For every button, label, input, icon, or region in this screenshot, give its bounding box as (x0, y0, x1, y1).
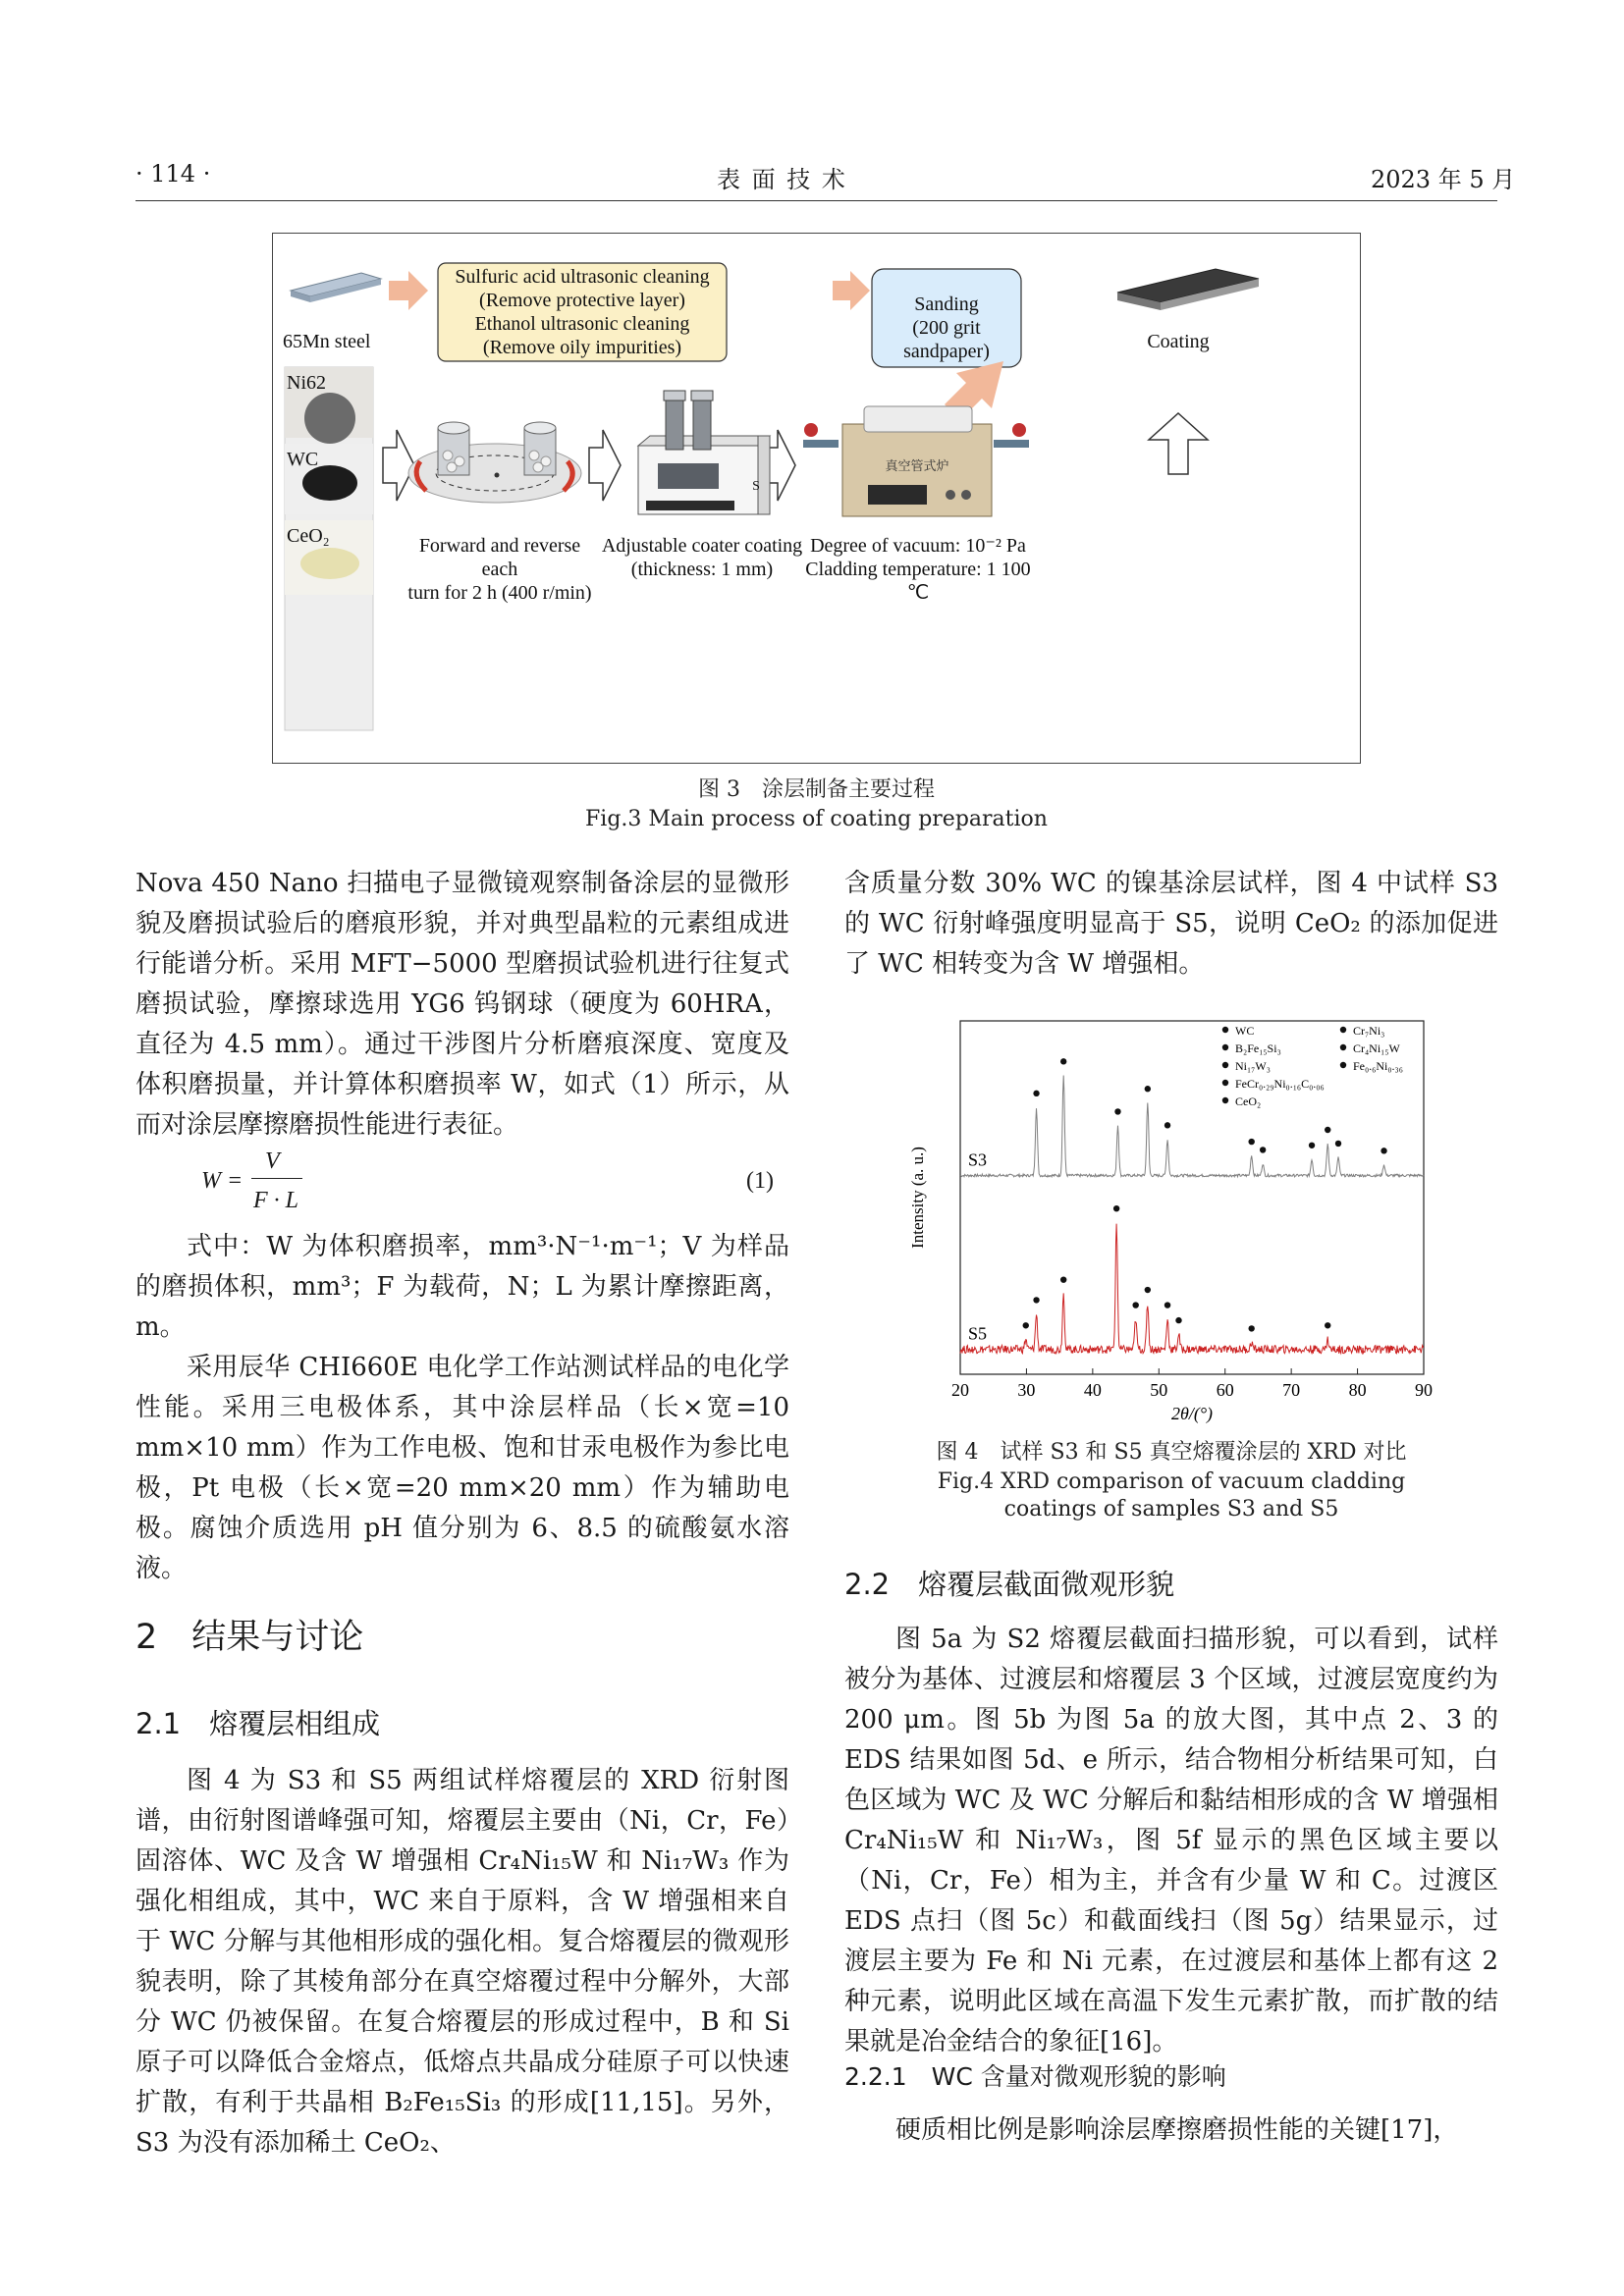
peak-marker-s5 (1325, 1322, 1330, 1328)
ni62-powder-photo (304, 393, 355, 444)
section-2-1-heading: 2.1 熔覆层相组成 (135, 1707, 381, 1740)
arrow-right-icon (589, 430, 621, 501)
peak-marker-s3 (1145, 1086, 1151, 1092)
ball-mill-caption: Forward and reverse each turn for 2 h (400 r/min) (407, 535, 592, 604)
furnace-panel-label: 真空管式炉 (885, 459, 949, 474)
peak-marker-s3 (1060, 1058, 1066, 1064)
ceo2-label: CeO₂ (287, 525, 330, 547)
peak-marker-s3 (1033, 1091, 1039, 1096)
figure-4-caption-en-1: Fig.4 XRD comparison of vacuum cladding (937, 1469, 1406, 1494)
figure-3-caption-cn: 图 3 涂层制备主要过程 (698, 777, 935, 802)
figure-3-graphics (273, 234, 1361, 764)
legend-entry: Cr₄Ni₁₅W (1353, 1041, 1400, 1055)
section-2-2-heading: 2.2 熔覆层截面微观形貌 (844, 1568, 1175, 1601)
peak-marker-s5 (1164, 1302, 1170, 1308)
left-paragraph-3: 图 4 为 S3 和 S5 两组试样熔覆层的 XRD 衍射图谱，由衍射图谱峰强可知，熔覆层主要由（Ni，Cr，Fe）固溶体、WC 及含 W 增强相 Cr₄Ni₁₅W 和 Ni₁₇W₃ 作为强化相组成，其中，WC 来自于原料，含 W 增强相来自于 WC 分解与其他相形成的强化相。复合熔覆层的微观形貌表明，除了其棱角部分在真空熔覆过程中分解外，大部分 WC 仍被保留。在复合熔覆层的形成过程中，B 和 Si 原子可以降低合金熔点，低熔点共晶成分硅原子可以快速扩散，有利于共晶相 B₂Fe₁₅Si₃ 的形成[11,15]。另外，S3 为没有添加稀土 CeO₂、 (135, 1766, 789, 2158)
peak-marker-s3 (1335, 1141, 1341, 1147)
peak-marker-s5 (1175, 1317, 1181, 1323)
legend-marker (1340, 1044, 1346, 1050)
peak-marker-s3 (1114, 1108, 1120, 1114)
sanding-step-text: Sanding (200 grit sandpaper) (903, 294, 990, 362)
series-label-s5: S5 (968, 1323, 988, 1344)
right-paragraph-1: 含质量分数 30% WC 的镍基涂层试样，图 4 中试样 S3 的 WC 衍射峰强度明显高于 S5，说明 CeO₂ 的添加促进了 WC 相转变为含 W 增强相。 (844, 869, 1498, 979)
left-paragraph-1: Nova 450 Nano 扫描电子显微镜观察制备涂层的显微形貌及磨损试验后的磨痕形貌，并对典型晶粒的元素组成进行能谱分析。采用 MFT−5000 型磨损试验机进行往复式磨损试验，摩擦球选用 YG6 钨钢球（硬度为 60HRA，直径为 4.5 mm）。通过干涉图片分析磨痕深度、宽度及体积磨损量，并计算体积磨损率 W，如式（1）所示，从而对涂层摩擦磨损性能进行表征。 (135, 869, 789, 1140)
cleaning-step-text: Sulfuric acid ultrasonic cleaning (Remove protective layer) Ethanol ultrasonic cleaning (Remove oily impurities) (455, 266, 710, 358)
peak-marker-s3 (1380, 1148, 1386, 1153)
x-tick-label: 90 (1415, 1380, 1433, 1400)
legend-marker (1222, 1044, 1228, 1050)
header-rule (135, 200, 1497, 201)
coater-side-mark: S (752, 479, 760, 494)
peak-marker-s3 (1164, 1122, 1170, 1128)
right-paragraph-2: 图 5a 为 S2 熔覆层截面扫描形貌，可以看到，试样被分为基体、过渡层和熔覆层 3 个区域，过渡层宽度约为 200 μm。图 5b 为图 5a 的放大图，其中点 2、3 的 EDS 结果如图 5d、e 所示，结合物相分析结果可知，白色区域为 WC 及 WC 分解后和黏结相形成的含 W 增强相 Cr₄Ni₁₅W 和 Ni₁₇W₃，图 5f 显示的黑色区域主要以（Ni，Cr，Fe）相为主，并含有少量 W 和 C。过渡区 EDS 点扫（图 5c）和截面线扫（图 5g）结果显示，过渡层主要为 Fe 和 Ni 元素，在过渡层和基体上都有这 2 种元素，说明此区域在高温下发生元素扩散，而扩散的结果就是冶金结合的象征[16]。 (844, 1625, 1498, 2056)
wc-label: WC (287, 449, 319, 470)
left-paragraph-2: 式中：W 为体积磨损率，mm³·N⁻¹·m⁻¹；V 为样品的磨损体积，mm³；F 为载荷，N；L 为累计摩擦距离，m。 采用辰华 CHI660E 电化学工作站测试样品的电化学性能。采用三电极体系，其中涂层样品（长×宽=10 mm×10 mm）作为工作电极、饱和甘汞电极作为参比电极，Pt 电极（长×宽=20 mm×20 mm）作为辅助电极。腐蚀介质选用 pH 值分别为 6、8.5 的硫酸氨水溶液。 (135, 1232, 789, 1583)
peak-marker-s5 (1023, 1322, 1029, 1328)
x-tick-label: 70 (1282, 1380, 1301, 1400)
x-tick-label: 40 (1083, 1380, 1102, 1400)
furnace-caption: Degree of vacuum: 10⁻² Pa Cladding temperature: 1 100 ℃ (805, 535, 1031, 604)
coating-label: Coating (1147, 331, 1210, 352)
legend-entry: B₂Fe₁₅Si₃ (1235, 1041, 1281, 1055)
legend-entry: WC (1235, 1024, 1255, 1038)
peak-marker-s3 (1260, 1147, 1266, 1152)
x-tick-label: 50 (1150, 1380, 1168, 1400)
x-tick-label: 20 (951, 1380, 969, 1400)
steel-plate-icon (291, 273, 381, 302)
arrow-up-icon (1149, 413, 1208, 474)
legend-entry: Fe₀.₆Ni₀.₃₆ (1353, 1059, 1403, 1073)
arrow-right-icon (833, 271, 870, 310)
peak-marker-s5 (1060, 1276, 1066, 1282)
peak-marker-s5 (1033, 1297, 1039, 1303)
ni62-label: Ni62 (287, 372, 326, 394)
figure-3 (272, 233, 1361, 764)
legend-marker (1340, 1062, 1346, 1068)
x-tick-label: 80 (1348, 1380, 1367, 1400)
peak-marker-s5 (1145, 1287, 1151, 1293)
legend-marker (1222, 1097, 1228, 1103)
series-label-s3: S3 (968, 1149, 988, 1170)
section-2-heading: 2 结果与讨论 (135, 1618, 364, 1657)
section-2-2-1-heading: 2.2.1 WC 含量对微观形貌的影响 (844, 2062, 1226, 2091)
legend-entry: FeCr₀.₂₉Ni₀.₁₆C₀.₀₆ (1235, 1077, 1325, 1091)
page-number: · 114 · (135, 160, 211, 187)
x-tick-label: 60 (1216, 1380, 1234, 1400)
ball-mill-icon (408, 422, 581, 503)
plot-frame (960, 1021, 1424, 1374)
right-paragraph-3: 硬质相比例是影响涂层摩擦磨损性能的关键[17]， (895, 2115, 1459, 2145)
figure-4-chart (903, 1011, 1434, 1423)
peak-marker-s5 (1132, 1302, 1138, 1308)
legend-marker (1222, 1062, 1228, 1068)
ceo2-powder-photo (300, 548, 359, 579)
coated-plate-icon (1117, 269, 1259, 310)
peak-marker-s3 (1325, 1127, 1330, 1133)
legend-entry: Ni₁₇W₃ (1235, 1059, 1271, 1073)
figure-4-caption-en-2: coatings of samples S3 and S5 (1003, 1497, 1339, 1522)
peak-marker-s3 (1309, 1143, 1315, 1148)
arrow-right-icon (383, 430, 414, 501)
x-axis-label: 2θ/(°) (1170, 1404, 1214, 1423)
peak-marker-s3 (1248, 1139, 1254, 1145)
y-axis-label: Intensity (a. u.) (908, 1147, 927, 1249)
x-tick-label: 30 (1017, 1380, 1036, 1400)
xrd-chart-svg (903, 1011, 1434, 1423)
journal-title: 表 面 技 术 (717, 166, 847, 193)
issue-date: 2023 年 5 月 (1371, 166, 1516, 193)
figure-4-caption-cn: 图 4 试样 S3 和 S5 真空熔覆涂层的 XRD 对比 (936, 1440, 1407, 1465)
coater-caption: Adjustable coater coating (thickness: 1 mm) (601, 535, 803, 580)
arrow-right-icon (389, 271, 428, 310)
peak-marker-s5 (1248, 1325, 1254, 1331)
legend-marker (1340, 1027, 1346, 1033)
legend-marker (1222, 1027, 1228, 1033)
figure-3-caption-en: Fig.3 Main process of coating preparation (585, 807, 1048, 831)
steel-label: 65Mn steel (283, 331, 371, 352)
legend-entry: Cr₇Ni₃ (1353, 1024, 1385, 1038)
legend-marker (1222, 1080, 1228, 1086)
peak-marker-s5 (1113, 1205, 1119, 1211)
legend-entry: CeO₂ (1235, 1095, 1262, 1108)
